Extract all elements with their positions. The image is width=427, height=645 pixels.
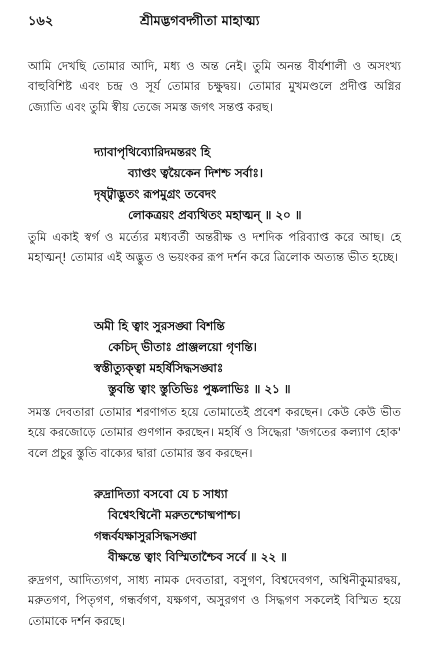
commentary-paragraph: আমি দেখছি তোমার আদি, মধ্য ও অন্ত নেই। তুমি অনন্ত বীর্যশালী ও অসংখ্য বাহুবিশিষ্ট এবং চন্দ্র ও সূর্য তোমার চক্ষুদ্বয়। তোমার মুখমণ্ডলে প্রদীপ্ত অগ্নির জ্যোতি এবং তুমি স্বীয় তেজে সমস্ত জগৎ সন্তপ্ত করছ।: [28, 59, 402, 114]
verse-line: কেচিদ্ ভীতাঃ প্রাঞ্জলয়ো গৃণন্তি।: [108, 340, 257, 354]
verse-line: স্বস্তীত্যুক্ত্বা মহর্ষিসিদ্ধসঙ্ঘাঃ: [94, 361, 224, 375]
commentary-block-3: [28, 402, 401, 463]
verse-21: [28, 316, 401, 400]
commentary-block-2: [28, 227, 401, 268]
verse-line: দৃষ্ট্বাদ্ভুতং রূপমুগ্রং তবেদং: [94, 187, 217, 201]
commentary-block-1: [28, 56, 401, 117]
commentary-block-4: [28, 570, 401, 631]
verse-line: বিশ্বেঽশ্বিনৌ মরুতশ্চোষ্মপাশ্চ।: [108, 508, 241, 522]
verse-line: লোকত্রয়ং প্রব্যথিতং মহাত্মন্ ॥ ২০ ॥: [128, 208, 302, 222]
verse-line: রুদ্রাদিত্যা বসবো যে চ সাধ্যা: [94, 487, 228, 501]
verse-line: দ্যাবাপৃথিব্যোরিদমন্তরং হি: [94, 145, 211, 159]
verse-20: [28, 142, 401, 226]
commentary-paragraph: রুদ্রগণ, আদিত্যগণ, সাধ্য নামক দেবতারা, বসুগণ, বিশ্বদেবগণ, অশ্বিনীকুমারদ্বয়, মরুতগণ, পিতৃগণ, গন্ধর্বগণ, যক্ষগণ, অসুরগণ ও সিদ্ধগণ সকলেই বিস্মিত হয়ে তোমাকে দর্শন করছে।: [28, 573, 401, 628]
running-title: শ্রীমদ্ভগবদ্গীতা মাহাত্ম্য: [140, 14, 260, 29]
verse-line: অমী হি ত্বাং সুরসঙ্ঘা বিশন্তি: [94, 319, 225, 333]
commentary-paragraph: সমস্ত দেবতারা তোমার শরণাগত হয়ে তোমাতেই প্রবেশ করছেন। কেউ কেউ ভীত হয়ে করজোড়ে তোমার গুণগান করছেন। মহর্ষি ও সিদ্ধেরা 'জগতের কল্যাণ হোক' বলে প্রচুর স্তুতি বাক্যের দ্বারা তোমার স্তব করছেন।: [28, 405, 401, 460]
verse-line: ব্যাপ্তং ত্বয়ৈকেন দিশশ্চ সর্বাঃ।: [128, 166, 264, 180]
verse-line: গন্ধর্বযক্ষাসুরসিদ্ধসঙ্ঘা: [94, 529, 197, 543]
page-number: ১৬২: [28, 14, 54, 29]
verse-line: বীক্ষন্তে ত্বাং বিস্মিতাশ্চৈব সর্বে ॥ ২২ ॥: [108, 550, 287, 564]
verse-line: স্তুবন্তি ত্বাং স্তুতিভিঃ পুষ্কলাভিঃ ॥ ২১ ॥: [108, 382, 291, 396]
commentary-paragraph: তুমি একাই স্বর্গ ও মর্ত্যের মধ্যবর্তী অন্তরীক্ষ ও দশদিক পরিব্যাপ্ত করে আছ। হে মহাত্মন্! তোমার এই অদ্ভুত ও ভয়ংকর রূপ দর্শন করে ত্রিলোক অত্যন্ত ভীত হচ্ছে।: [28, 230, 401, 265]
page-header: [28, 12, 399, 32]
verse-22: [28, 484, 401, 568]
